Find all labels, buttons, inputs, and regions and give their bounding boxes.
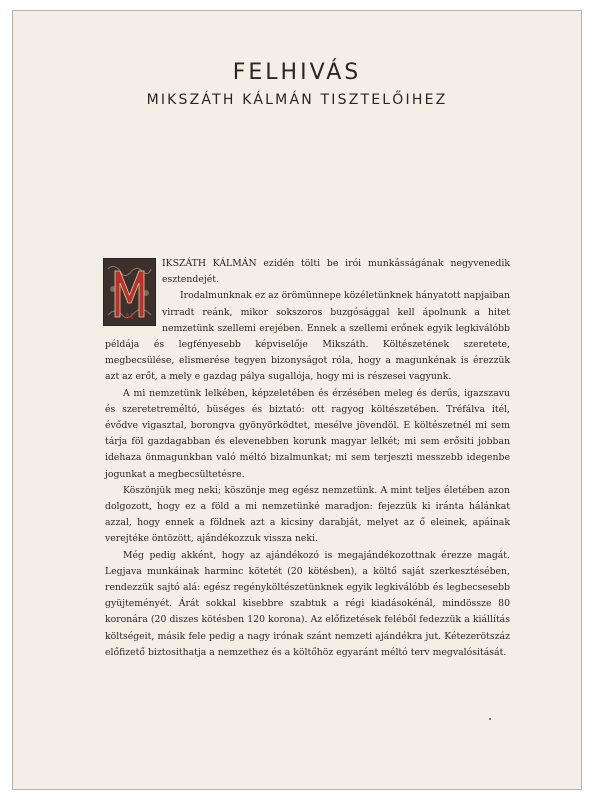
paragraph-4: Köszönjük meg neki; köszönje meg egész nemzetünk. A mint teljes életében azon dolgozott, hogy ez a föld a mi nemzetünké maradjon: fejezzük ki iránta hálánkat azzal, hogy ennek a földnek azt a kicsiny darabját, melyet az ő eleinek, apáinak verejtéke öntözött, ajándékozzuk vissza neki. (105, 484, 510, 545)
paragraph-5: Még pedig akként, hogy az ajándékozó is megajándékozottnak érezze magát. Legjava munkáinak harminc kötetét (20 kötésben), a költő saját szerkesztésében, rendezzük sajtó alá: egész regényköltészetünknek egyik legkiválóbb és legbecsesebb gyüjteményét. Árát sokkal kisebbre szabtuk a régi kiadásokénál, mindössze 80 koronára (20 diszes kötésben 120 korona). Az előfizetések feléből fedezzük a kiállítás költségeit, másik fele pedig a nagy irónak szánt nemzeti ajándékra jut. Kétezerötszáz előfizető biztosithatja a nemzethez és a költőhöz egyaránt méltó terv megvalósitását. (105, 549, 510, 658)
paragraph-3: A mi nemzetünk lelkében, képzeletében és érzésében meleg és derűs, igazszavu és szeretetreméltó, büséges és biztató: ott ragyog költészetében. Tréfálva itél, évődve vigasztal, borongva gyönyörködtet, mesélve jövendöl. E költészetnél mi sem tárja föl gazdagabban és elevenebben korunk magyar lelkét; mi sem erősiti jobban idehaza önmagunkban való méltó bizalmunkat; mi sem terjeszti messzebb idegenbe jogunkat a megbecsültetésre. (105, 387, 510, 480)
document-subtitle: MIKSZÁTH KÁLMÁN TISZTELŐIHEZ (146, 92, 448, 108)
decorative-initial-m (103, 258, 156, 326)
document-title: FELHIVÁS (232, 60, 362, 85)
paragraph-1: IKSZÁTH KÁLMÁN ezidén tölti be irói munkásságának negyvenedik esztendejét. (162, 258, 510, 286)
ink-dot (489, 718, 491, 720)
dropcap-letter: M (125, 312, 134, 321)
paragraph-2: Irodalmunknak ez az örömünnepe közéletünknek hányatott napjaiban virradt reánk, mikor sokszoros buzgósággal kell ápolnunk a hitet nemzetünk szellemi erejében. Ennek a szellemi erőnek egyik legkiválóbb példája és legfényesebb képviselője Mikszáth. Költészetének szeretete, megbecsülése, elismerése tegyen bizonyságot róla, hogy a magunkénak is érezzük azt az erőt, a mely e gazdag pálya sugallója, hogy mi is részesei vagyunk. (105, 290, 510, 383)
body-text (105, 256, 510, 661)
